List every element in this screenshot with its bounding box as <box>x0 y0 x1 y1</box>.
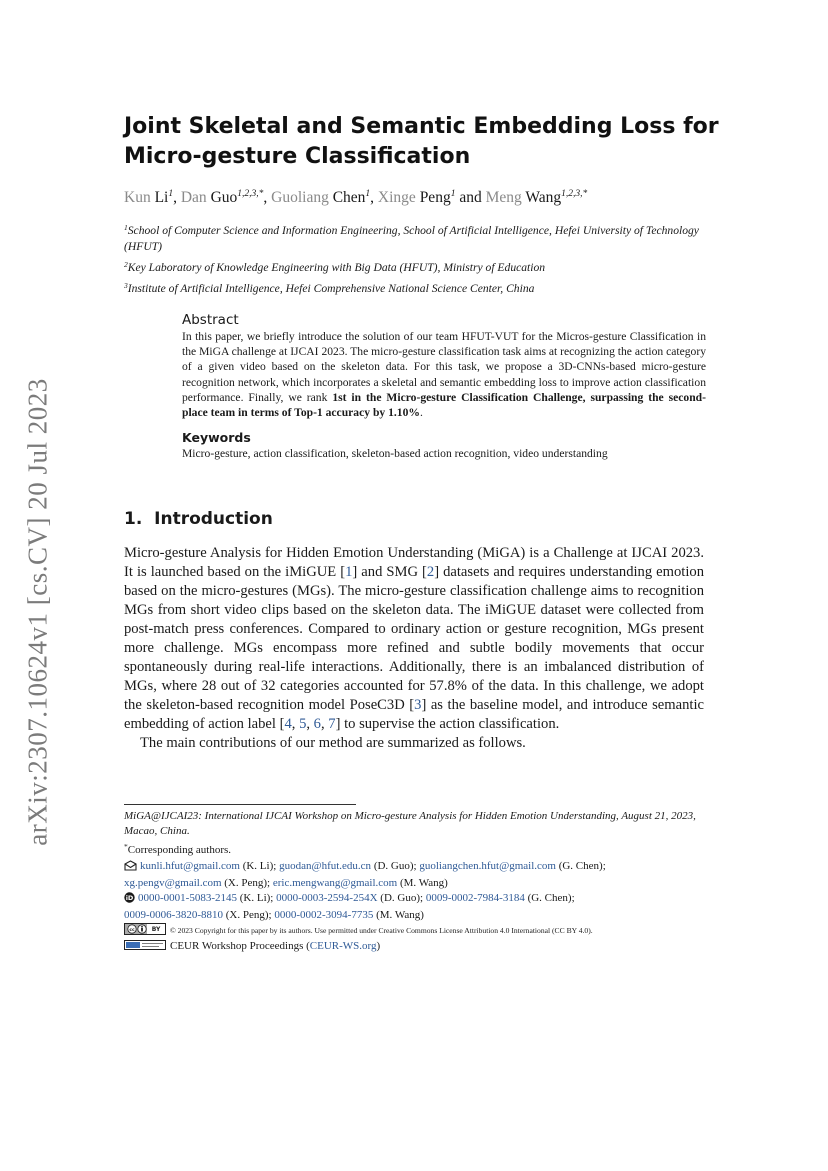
asterisk-mark: * <box>124 842 128 852</box>
affiliation-mark: 2 <box>124 260 128 269</box>
cc-by-license-icon <box>124 923 166 935</box>
section-title: Introduction <box>154 509 273 529</box>
affiliation-text: Institute of Artificial Intelligence, Hefei Comprehensive National Science Center, China <box>127 282 535 295</box>
svg-text:cc: cc <box>129 928 135 934</box>
corresponding-footnote <box>124 839 714 858</box>
author-separator: , <box>173 189 181 206</box>
keywords-heading: Keywords <box>182 430 251 446</box>
arxiv-identifier[interactable]: arXiv:2307.10624v1 [cs.CV] 20 Jul 2023 <box>22 378 53 846</box>
author-affil-mark: 1 <box>168 189 174 199</box>
citation-link[interactable]: 7 <box>328 716 336 732</box>
citation-link[interactable]: 4 <box>284 716 292 732</box>
keywords-text: Micro-gesture, action classification, skeleton-based action recognition, video understanding <box>182 447 608 461</box>
copyright-text: © 2023 Copyright for this paper by its authors. Use permitted under Creative Commons License Attribution 4.0 International (CC BY 4.0). <box>170 926 593 936</box>
author-separator: , <box>370 189 378 206</box>
affiliation-mark: 3 <box>124 281 128 290</box>
author-given-name: Guoliang <box>271 189 329 206</box>
email-link[interactable]: xg.pengv@gmail.com <box>124 876 222 889</box>
email-icon <box>124 860 137 876</box>
affiliation-text: Key Laboratory of Knowledge Engineering with Big Data (HFUT), Ministry of Education <box>127 261 546 274</box>
section-number: 1. <box>124 509 143 529</box>
svg-text:BY: BY <box>151 926 161 934</box>
author-separator: and <box>455 189 486 206</box>
affiliation <box>124 220 706 255</box>
ceur-link[interactable]: CEUR-WS.org <box>309 939 377 952</box>
corresponding-text: Corresponding authors. <box>127 844 232 857</box>
author <box>271 189 378 206</box>
intro-text: Micro-gesture Analysis for Hidden Emotion Understanding (MiGA) is a Challenge at IJCAI 2023. It is launched based on the iMiGUE [ <box>124 545 704 580</box>
orcid-link[interactable]: 0000-0001-5083-2145 <box>138 892 237 905</box>
author <box>124 189 181 206</box>
author <box>378 189 486 206</box>
author-family-name: Guo <box>210 189 238 206</box>
email-owner: (D. Guo); <box>371 859 420 872</box>
author-family-name: Chen <box>332 189 366 206</box>
ceur-footnote <box>124 939 714 954</box>
affiliation <box>124 278 706 297</box>
section-heading <box>124 508 273 530</box>
affiliation <box>124 257 706 276</box>
workshop-footnote: MiGA@IJCAI23: International IJCAI Workshop on Micro-gesture Analysis for Hidden Emotion Understanding, August 21, 2023, Macao, China. <box>124 810 696 838</box>
intro-text: ] as the baseline model, and introduce semantic embedding of action label [ <box>124 697 704 732</box>
intro-text: ] and SMG [ <box>352 564 427 580</box>
author-affil-mark: 1,2,3,* <box>237 189 264 199</box>
svg-text:iD: iD <box>125 894 134 903</box>
citation-link[interactable]: 5 <box>299 716 307 732</box>
orcid-link[interactable]: 0000-0002-3094-7735 <box>274 909 374 922</box>
email-link[interactable]: eric.mengwang@gmail.com <box>272 876 398 889</box>
affiliation-mark: 1 <box>124 223 128 232</box>
author-affil-mark: 1,2,3,* <box>561 189 588 199</box>
email-link[interactable]: guoliangchen.hfut@gmail.com <box>419 859 556 872</box>
citation-link[interactable]: 6 <box>313 716 321 732</box>
orcid-link[interactable]: 0009-0002-7984-3184 <box>425 892 525 905</box>
author <box>181 189 271 206</box>
abstract-heading: Abstract <box>182 312 239 328</box>
email-link[interactable]: kunli.hfut@gmail.com <box>140 859 240 872</box>
ceur-logo-icon <box>124 940 166 950</box>
citation-link[interactable]: 3 <box>414 697 422 713</box>
intro-text: ] to supervise the action classification. <box>335 716 560 732</box>
copyright-footnote <box>124 923 714 938</box>
abstract-end: . <box>419 406 423 420</box>
author-affil-mark: 1 <box>450 189 456 199</box>
ceur-text: CEUR Workshop Proceedings ( <box>170 939 310 952</box>
author <box>486 189 588 206</box>
email-footnote <box>124 859 714 891</box>
author-given-name: Xinge <box>377 189 416 206</box>
orcid-icon <box>124 892 135 908</box>
email-link[interactable]: guodan@hfut.edu.cn <box>279 859 372 872</box>
arxiv-sidebar <box>18 372 58 852</box>
author-given-name: Dan <box>180 189 207 206</box>
orcid-link[interactable]: 0000-0003-2594-254X <box>276 892 378 905</box>
abstract-text <box>182 329 706 420</box>
author-separator: , <box>263 189 272 206</box>
citation-link[interactable]: 2 <box>426 564 435 580</box>
author-family-name: Wang <box>525 189 562 206</box>
orcid-owner: (K. Li); <box>237 892 277 905</box>
title-line-1: Joint Skeletal and Semantic Embedding Loss for <box>124 114 719 139</box>
email-owner: (K. Li); <box>239 859 280 872</box>
email-owner: (M. Wang) <box>397 876 448 889</box>
title-line-2: Micro-gesture Classification <box>124 144 471 169</box>
author-given-name: Kun <box>124 189 151 206</box>
orcid-link[interactable]: 0009-0006-3820-8810 <box>124 909 223 922</box>
orcid-owner: (D. Guo); <box>377 892 426 905</box>
author-given-name: Meng <box>485 189 522 206</box>
ceur-text-end: ) <box>376 939 381 952</box>
orcid-owner: (X. Peng); <box>223 909 275 922</box>
footnote-rule <box>124 804 356 805</box>
abstract-result-highlight: 1st in the Micro-gesture Classification Challenge, surpassing the second-place team in terms of Top-1 accuracy by 1.10% <box>182 390 706 420</box>
author-affil-mark: 1 <box>365 189 371 199</box>
orcid-footnote <box>124 891 714 923</box>
affiliations <box>124 220 706 299</box>
email-owner: (X. Peng); <box>221 876 273 889</box>
email-owner: (G. Chen); <box>555 859 606 872</box>
intro-text: ] datasets and requires understanding emotion based on the micro-gestures (MGs). The micro-gesture classification challenge aims to recognition MGs from short video clips based on the skeleton data. The iMiGUE dataset were collected from post-match press conferences. Compared to ordinary action or gesture recognition, MGs present more challenge. MGs encompass more refined and subtle bodily movements that occur spontaneously during real-life interactions. Additionally, there is an imbalanced distribution of MGs, where 28 out of 32 categories accounted for 57.8% of the data. In this challenge, we adopt the skeleton-based recognition model PoseC3D [ <box>124 564 704 713</box>
orcid-owner: (G. Chen); <box>524 892 575 905</box>
introduction-body <box>124 544 704 753</box>
affiliation-text: School of Computer Science and Information Engineering, School of Artificial Intelligence, Hefei University of Technology (HFUT) <box>124 224 699 253</box>
abstract-block <box>182 312 706 461</box>
author-family-name: Li <box>154 189 169 206</box>
author-list <box>124 184 744 208</box>
footnotes <box>124 809 714 954</box>
intro-paragraph-1: Micro-gesture Analysis for Hidden Emotion Understanding (MiGA) is a Challenge at IJCAI 2023. It is launched based on the iMiGUE [1] and SMG [2] datasets and requires understanding emotion based on the micro-gestures (MGs). The micro-gesture classification challenge aims to recognition MGs from short video clips based on the skeleton data. The iMiGUE dataset were collected from post-match press conferences. Compared to ordinary action or gesture recognition, MGs present more challenge. MGs encompass more refined and subtle bodily movements that occur spontaneously during real-life interactions. Additionally, there is an imbalanced distribution of MGs, where 28 out of 32 categories accounted for 57.8% of the data. In this challenge, we adopt the skeleton-based recognition model PoseC3D [3] as the baseline model, and introduce semantic embedding of action label [4, 5, 6, 7] to supervise the action classification. <box>124 545 704 732</box>
paper-title <box>124 112 724 172</box>
orcid-owner: (M. Wang) <box>373 909 424 922</box>
intro-paragraph-2: The main contributions of our method are summarized as follows. <box>140 735 526 751</box>
citation-link[interactable]: 1 <box>345 564 353 580</box>
author-family-name: Peng <box>419 189 451 206</box>
abstract-body-text: In this paper, we briefly introduce the solution of our team HFUT-VUT for the Micros-gesture Classification in the MiGA challenge at IJCAI 2023. The micro-gesture classification task aims at recognizing the action category of a given video based on the skeleton data. For this task, we propose a 3D-CNNs-based micro-gesture recognition network, which incorporates a skeletal and semantic embedding loss to improve action classification performance. Finally, we rank <box>182 330 706 404</box>
